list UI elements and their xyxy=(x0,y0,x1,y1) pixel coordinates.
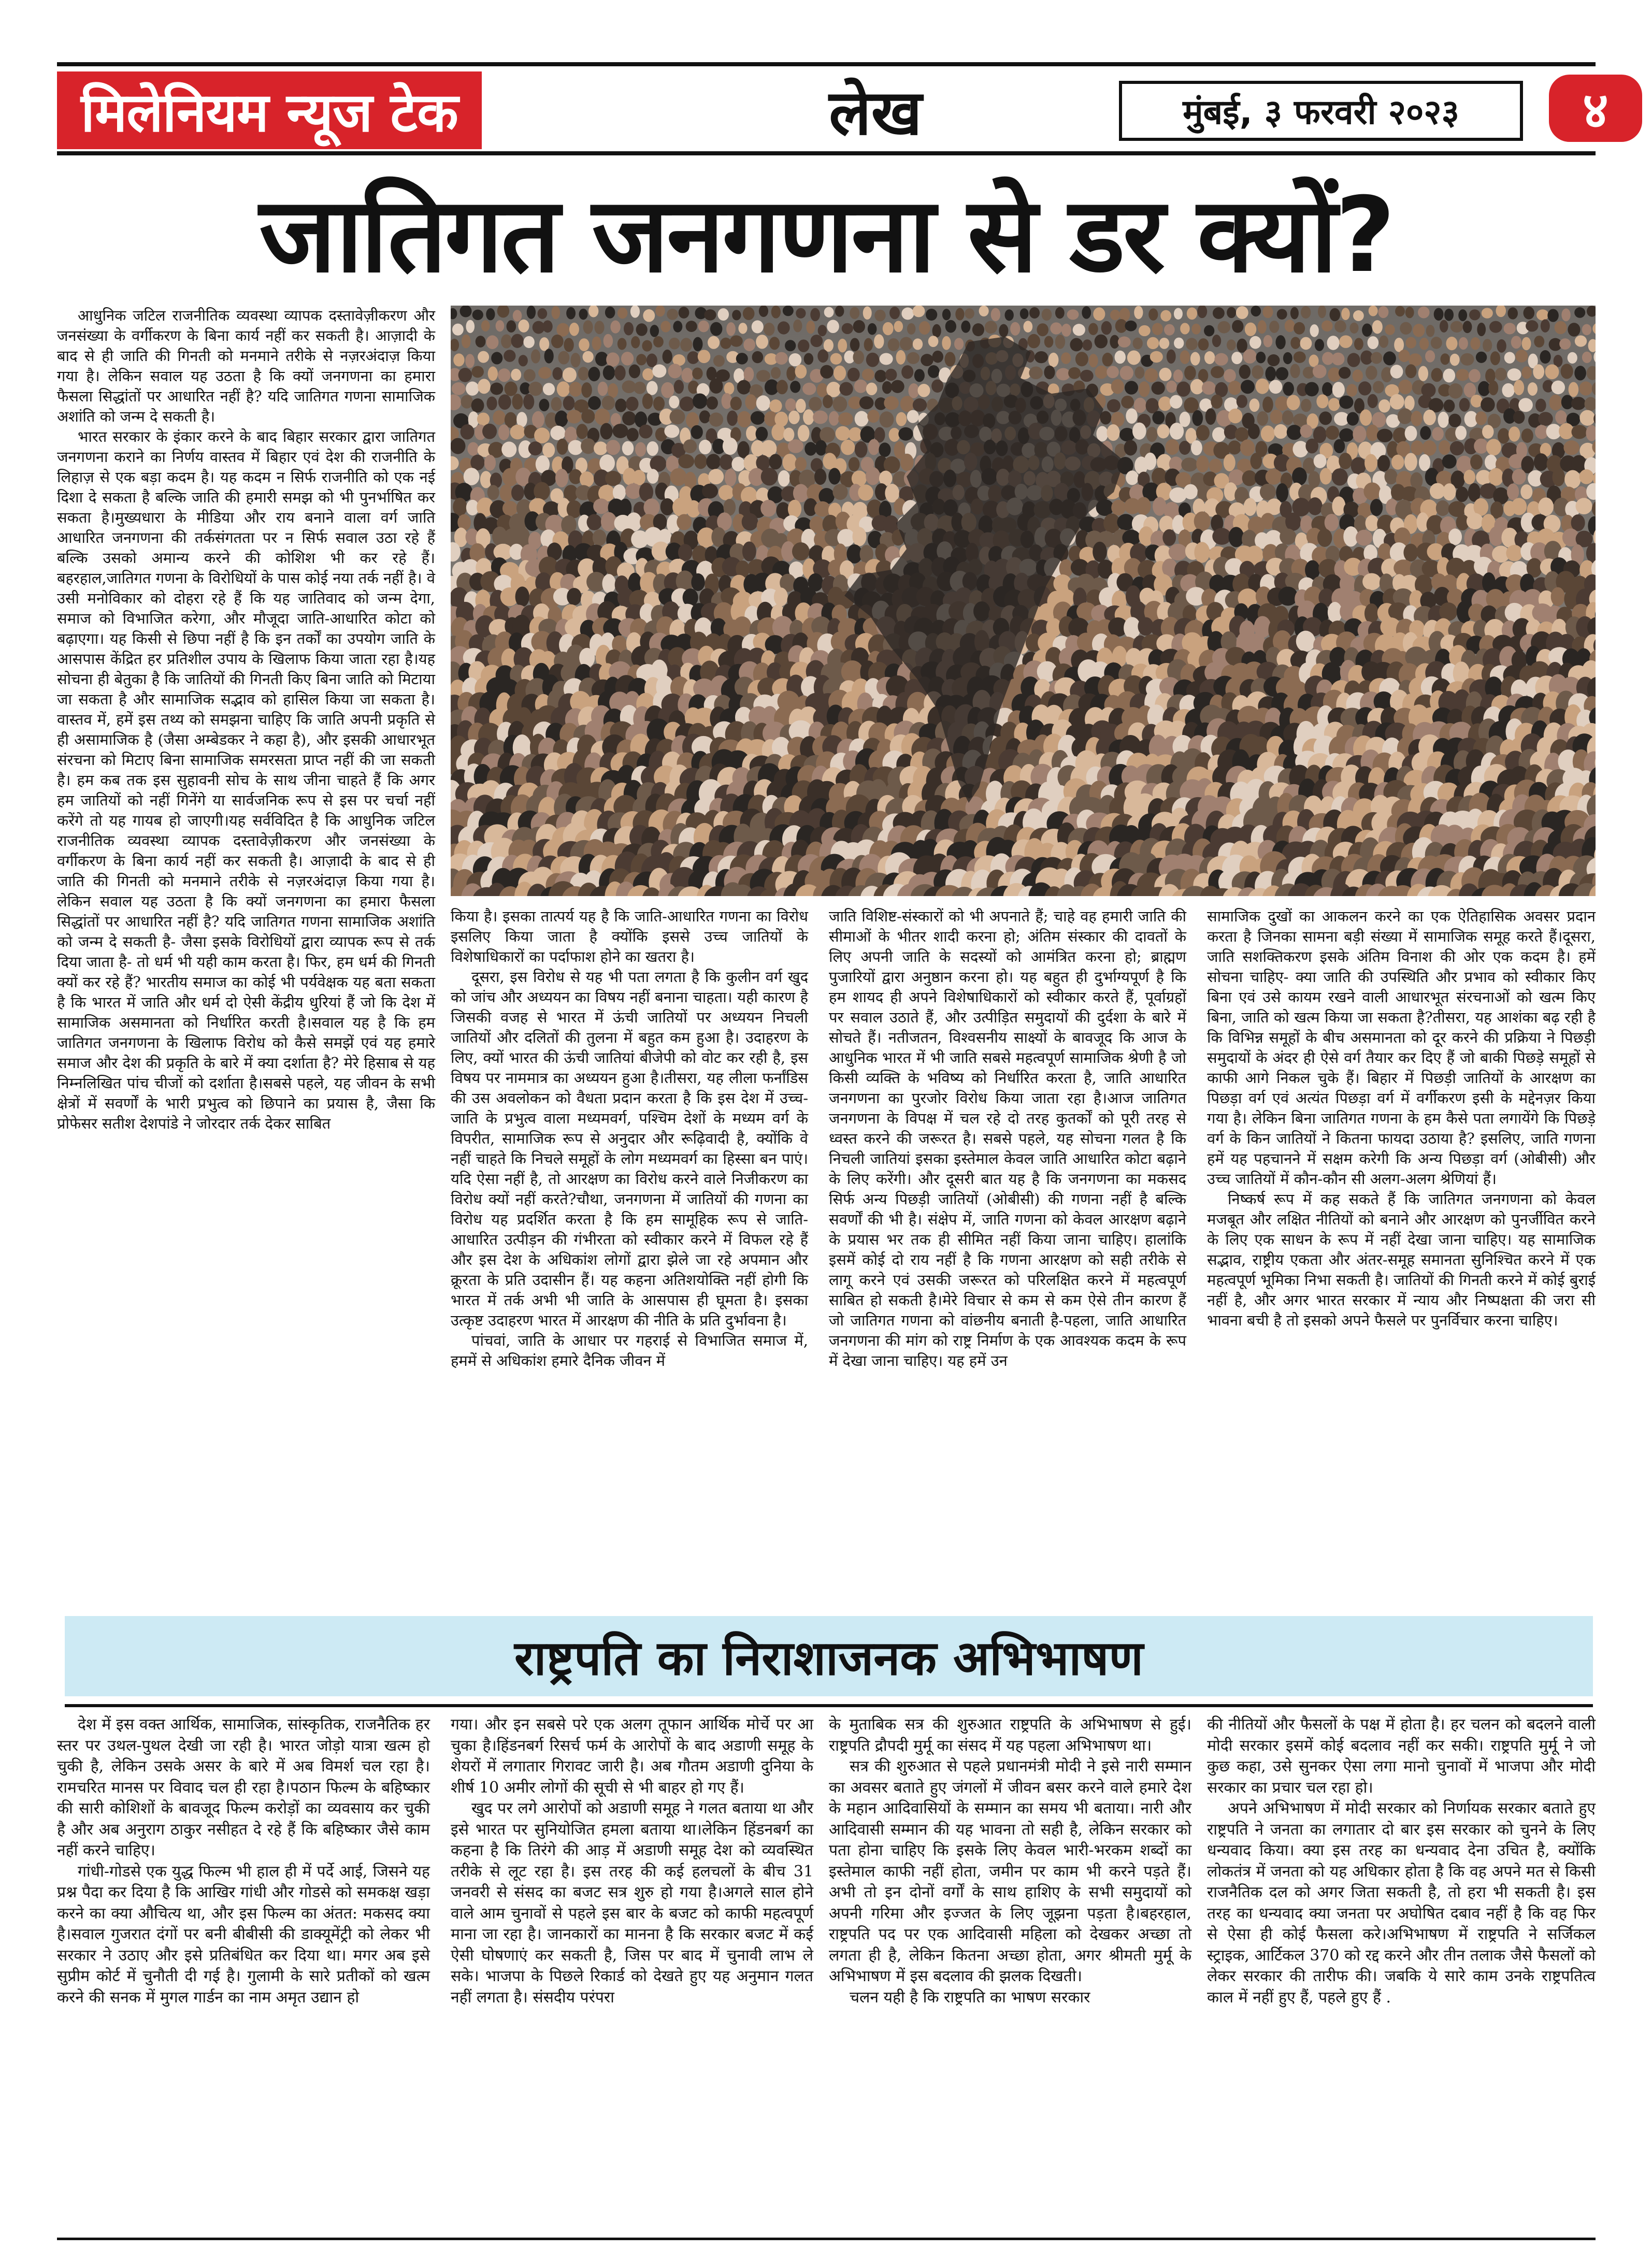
paragraph: किया है। इसका तात्पर्य यह है कि जाति-आधारित गणना का विरोध इसलिए किया जाता है क्योंकि इससे उच्च जातियों के विशेषाधिकारों का पर्दाफाश होने का खतरा है। xyxy=(451,907,808,965)
masthead xyxy=(57,62,1608,155)
footer-rule xyxy=(57,2238,1596,2240)
paragraph: जाति विशिष्ट-संस्कारों को भी अपनाते हैं; चाहे वह हमारी जाति की सीमाओं के भीतर शादी करना हो; अंतिम संस्कार की दावतों के लिए अपनी जाति के सदस्यों को आमंत्रित करना हो; ब्राह्मण पुजारियों द्वारा अनुष्ठान करना हो। यह बहुत ही दुर्भाग्यपूर्ण है कि हम शायद ही अपने विशेषाधिकारों को स्वीकार करते हैं, पूर्वाग्रहों पर सवाल उठाते हैं, और उत्पीड़ित समुदायों की दुर्दशा के बारे में सोचते हैं। नतीजतन, विश्वसनीय साक्ष्यों के बावजूद कि आज के आधुनिक भारत में भी जाति सबसे महत्वपूर्ण सामाजिक श्रेणी है जो किसी व्यक्ति के भविष्य को निर्धारित करता है, जाति आधारित जनगणना का पुरजोर विरोध किया जाता रहा है।आज जातिगत जनगणना के विपक्ष में चल रहे दो तरह कुतर्कों को पूरी तरह से ध्वस्त करने की जरूरत है। सबसे पहले, यह सोचना गलत है कि निचली जातियां इसका इस्तेमाल केवल जाति आधारित कोटा बढ़ाने के लिए करेंगी। और दूसरी बात यह है कि जनगणना का मकसद सिर्फ अन्य पिछड़ी जातियों (ओबीसी) की गणना नहीं है बल्कि सवर्णों की भी है। संक्षेप में, जाति गणना को केवल आरक्षण बढ़ाने के प्रयास भर तक ही सीमित नहीं किया जाना चाहिए। हालांकि इसमें कोई दो राय नहीं है कि गणना आरक्षण को सही तरीके से लागू करने एवं उसकी जरूरत को परिलक्षित करने में महत्वपूर्ण साबित हो सकती है।मेरे विचार से कम से कम ऐसे तीन कारण हैं जो जातिगत गणना को वांछनीय बनाती है-पहला, जाति आधारित जनगणना की मांग को राष्ट्र निर्माण के एक आवश्यक कदम के रूप में देखा जाना चाहिए। यह हमें उन xyxy=(829,907,1186,1369)
paragraph: निष्कर्ष रूप में कह सकते हैं कि जातिगत जनगणना को केवल मजबूत और लक्षित नीतियों को बनाने और आरक्षण को पुनर्जीवित करने के लिए एक साधन के रूप में नहीं देखा जाना चाहिए। यह सामाजिक सद्भाव, राष्ट्रीय एकता और अंतर-समूह समानता सुनिश्चित करने में एक महत्वपूर्ण भूमिका निभा सकती है। जातियों की गिनती करने में कोई बुराई नहीं है, और अगर भारत सरकार में न्याय और निष्पक्षता की जरा सी भावना बची है तो इसको अपने फैसले पर पुनर्विचार करना चाहिए। xyxy=(1207,1190,1596,1329)
article-column-3 xyxy=(829,906,1186,1580)
article-column-2 xyxy=(451,906,808,1580)
page-number: ४ xyxy=(1549,75,1642,142)
article2-headline: राष्ट्रपति का निराशाजनक अभिभाषण xyxy=(514,1631,1143,1686)
paragraph: के मुताबिक सत्र की शुरुआत राष्ट्रपति के अभिभाषण से हुई। राष्ट्रपति द्रौपदी मुर्मू का संसद में यह पहला अभिभाषण था। xyxy=(829,1715,1191,1755)
section-banner xyxy=(65,1616,1593,1696)
paragraph: की नीतियों और फैसलों के पक्ष में होता है। हर चलन को बदलने वाली मोदी सरकार इसमें कोई बदलाव नहीं कर सकी। राष्ट्रपति मुर्मू ने जो कुछ कहा, उसे सुनकर ऐसा लगा मानो चुनावों में भाजपा और मोदी सरकार का प्रचार चल रहा हो। xyxy=(1207,1715,1596,1797)
article-column-4 xyxy=(1207,906,1596,1580)
crowd-with-india-map-silhouette-image xyxy=(451,306,1596,896)
article2-column-3 xyxy=(829,1714,1191,2227)
crowd-photo-illustration xyxy=(451,306,1596,896)
article2-column-1 xyxy=(57,1714,430,2227)
divider xyxy=(65,1704,1593,1707)
article2-column-2 xyxy=(451,1714,813,2227)
paragraph: दूसरा, इस विरोध से यह भी पता लगता है कि कुलीन वर्ग खुद को जांच और अध्ययन का विषय नहीं बनाना चाहता। यही कारण है जिसकी वजह से भारत में ऊंची जातियों पर अध्ययन निचली जातियों और दलितों की तुलना में बहुत कम हुआ है। उदाहरण के लिए, क्यों भारत की ऊंची जातियां बीजेपी को वोट कर रही है, इस विषय पर नाममात्र का अध्ययन हुआ है।तीसरा, यह लीला फर्नांडिस की उस अवलोकन को वैधता प्रदान करता है कि इस देश में उच्च-जाति के प्रभुत्व वाला मध्यमवर्ग, पश्चिम देशों के मध्यम वर्ग के विपरीत, सामाजिक रूप से अनुदार और रूढ़िवादी है, क्योंकि वे नहीं चाहते कि निचले समूहों के लोग मध्यमवर्ग का हिस्सा बन पाएं। यदि ऐसा नहीं है, तो आरक्षण का विरोध करने वाले निजीकरण का विरोध क्यों नहीं करते?चौथा, जनगणना में जातियों की गणना का विरोध यह प्रदर्शित करता है कि हम सामूहिक रूप से जाति-आधारित उत्पीड़न की गंभीरता को स्वीकार करने में विफल रहे हैं और इस देश के अधिकांश लोगों द्वारा झेले जा रहे अपमान और क्रूरता के प्रति उदासीन हैं। यह कहना अतिशयोक्ति नहीं होगी कि भारत में तर्क अभी भी जाति के आसपास ही घूमता है। इसका उत्कृष्ट उदाहरण भारत में आरक्षण की नीति के प्रति दुर्भावना है। xyxy=(451,968,808,1329)
article2-column-4 xyxy=(1207,1714,1596,2227)
article-headline: जातिगत जनगणना से डर क्यों? xyxy=(259,175,1394,296)
section-label: लेख xyxy=(829,77,922,149)
paragraph: अपने अभिभाषण में मोदी सरकार को निर्णायक सरकार बताते हुए राष्ट्रपति ने जनता का लगातार दो बार इस सरकार को चुनने के लिए धन्यवाद किया। क्या इस तरह का धन्यवाद देना उचित है, क्योंकि लोकतंत्र में जनता को यह अधिकार होता है कि वह अपने मत से किसी राजनैतिक दल को अगर जिता सकती है, तो हरा भी सकती है। इस तरह का धन्यवाद क्या जनता पर अघोषित दबाव नहीं है कि वह फिर से ऐसा ही कोई फैसला करे।अभिभाषण में राष्ट्रपति ने सर्जिकल स्ट्राइक, आर्टिकल 370 को रद्द करने और तीन तलाक जैसे फैसलों को लेकर सरकार की तारीफ की। जबकि ये सारे काम उनके राष्ट्रपतित्व काल में नहीं हुए हैं, पहले हुए हैं . xyxy=(1207,1799,1596,2007)
paragraph: सामाजिक दुखों का आकलन करने का एक ऐतिहासिक अवसर प्रदान करता है जिनका सामना बड़ी संख्या में सामाजिक समूह करते हैं।दूसरा, जाति सशक्तिकरण इसके अंतिम विनाश की ओर एक कदम है। हमें सोचना चाहिए- क्या जाति की उपस्थिति और प्रभाव को स्वीकार किए बिना एवं उसे कायम रखने वाली आधारभूत संरचनाओं को खत्म किए बिना, जाति को खत्म किया जा सकता है?तीसरा, यह आशंका बढ़ रही है कि विभिन्न समूहों के बीच असमानता को दूर करने की प्रक्रिया ने पिछड़ी समुदायों के अंदर ही ऐसे वर्ग तैयार कर दिए हैं जो बाकी पिछड़े समूहों से काफी आगे निकल चुके हैं। बिहार में पिछड़ी जातियों के आरक्षण का पिछड़ा वर्ग एवं अत्यंत पिछड़ा वर्ग में वर्गीकरण इसी के मद्देनज़र किया गया है। लेकिन बिना जातिगत गणना के हम कैसे पता लगायेंगे कि पिछड़े वर्ग के किन जातियों ने कितना फायदा उठाया है? इसलिए, जाति गणना हमें यह पहचानने में सक्षम करेगी कि अन्य पिछड़ा वर्ग (ओबीसी) और उच्च जातियों में कौन-कौन सी अलग-अलग श्रेणियां हैं। xyxy=(1207,907,1596,1188)
paragraph: सत्र की शुरुआत से पहले प्रधानमंत्री मोदी ने इसे नारी सम्मान का अवसर बताते हुए जंगलों में जीवन बसर करने वाले हमारे देश के महान आदिवासियों के सम्मान का समय भी बताया। नारी और आदिवासी सम्मान की यह भावना तो सही है, लेकिन सरकार को पता होना चाहिए कि इसके लिए केवल भारी-भरकम शब्दों का इस्तेमाल काफी नहीं होता, जमीन पर काम भी करने पड़ते हैं। अभी तो इन दोनों वर्गों के साथ हाशिए के सभी समुदायों को अपनी गरिमा और इज्जत के लिए जूझना पड़ता है।बहरहाल, राष्ट्रपति पद पर एक आदिवासी महिला को देखकर अच्छा तो लगता ही है, लेकिन कितना अच्छा होता, अगर श्रीमती मुर्मू के अभिभाषण में इस बदलाव की झलक दिखती। xyxy=(829,1757,1191,1985)
newspaper-brand: मिलेनियम न्यूज टेक xyxy=(57,71,482,149)
dateline: मुंबई, ३ फरवरी २०२३ xyxy=(1119,81,1523,141)
paragraph: खुद पर लगे आरोपों को अडाणी समूह ने गलत बताया था और इसे भारत पर सुनियोजित हमला बताया था।लेकिन हिंडनबर्ग का कहना है कि तिरंगे की आड़ में अडाणी समूह देश को व्यवस्थित तरीके से लूट रहा है। इस तरह की कई हलचलों के बीच 31 जनवरी से संसद का बजट सत्र शुरु हो गया है।अगले साल होने वाले आम चुनावों से पहले इस बार के बजट को काफी महत्वपूर्ण माना जा रहा है। जानकारों का मानना है कि सरकार बजट में कई ऐसी घोषणाएं कर सकती है, जिस पर बाद में चुनावी लाभ ले सके। भाजपा के पिछले रिकार्ड को देखते हुए यह अनुमान गलत नहीं लगता है। संसदीय परंपरा xyxy=(451,1799,813,2007)
paragraph: गया। और इन सबसे परे एक अलग तूफान आर्थिक मोर्चे पर आ चुका है।हिंडनबर्ग रिसर्च फर्म के आरोपों के बाद अडाणी समूह के शेयरों में लगातार गिरावट जारी है। अब गौतम अडाणी दुनिया के शीर्ष 10 अमीर लोगों की सूची से भी बाहर हो गए हैं। xyxy=(451,1715,813,1797)
paragraph: गांधी-गोडसे एक युद्ध फिल्म भी हाल ही में पर्दे आई, जिसने यह प्रश्न पैदा कर दिया है कि आखिर गांधी और गोडसे को समकक्ष खड़ा करने का क्या औचित्य था, और इस फिल्म का अंतत: मकसद क्या है।सवाल गुजरात दंगों पर बनी बीबीसी की डाक्यूमेंट्री को लेकर भी सरकार ने उठाए और इसे प्रतिबंधित कर दिया था। मगर अब इसे सुप्रीम कोर्ट में चुनौती दी गई है। गुलामी के सारे प्रतीकों को खत्म करने की सनक में मुगल गार्डन का नाम अमृत उद्यान हो xyxy=(57,1862,430,2007)
paragraph: आधुनिक जटिल राजनीतिक व्यवस्था व्यापक दस्तावेज़ीकरण और जनसंख्या के वर्गीकरण के बिना कार्य नहीं कर सकती है। आज़ादी के बाद से ही जाति की गिनती को मनमाने तरीके से नज़रअंदाज़ किया गया है। लेकिन सवाल यह उठता है कि क्यों जनगणना का हमारा फैसला सिद्धांतों पर आधारित नहीं है? यदि जातिगत गणना सामाजिक अशांति को जन्म दे सकती है। xyxy=(57,307,435,425)
paragraph: भारत सरकार के इंकार करने के बाद बिहार सरकार द्वारा जातिगत जनगणना कराने का निर्णय वास्तव में बिहार एवं देश की राजनीति के लिहाज़ से एक बड़ा कदम है। यह कदम न सिर्फ राजनीति को एक नई दिशा दे सकता है बल्कि जाति की हमारी समझ को भी पुनर्भाषित कर सकता है।मुख्यधारा के मीडिया और राय बनाने वाला वर्ग जाति आधारित जनगणना की तर्कसंगतता पर न सिर्फ सवाल उठा रहे हैं बल्कि उसको अमान्य करने की कोशिश भी कर रहे हैं। बहरहाल,जातिगत गणना के विरोधियों के पास कोई नया तर्क नहीं है। वे उसी मनोविकार को दोहरा रहे हैं कि यह जातिवाद को जन्म देगा, समाज को विभाजित करेगा, और मौजूदा जाति-आधारित कोटा को बढ़ाएगा। यह किसी से छिपा नहीं है कि इन तर्कों का उपयोग जाति के आसपास केंद्रित हर प्रतिशील उपाय के खिलाफ किया जाता रहा है।यह सोचना ही बेतुका है कि जातियों की गिनती किए बिना जाति को मिटाया जा सकता है और सामाजिक सद्भाव को हासिल किया जा सकता है। वास्तव में, हमें इस तथ्य को समझना चाहिए कि जाति अपनी प्रकृति से ही असामाजिक है (जैसा अम्बेडकर ने कहा है), और इसकी आधारभूत संरचना को मिटाए बिना सामाजिक समरसता प्राप्त नहीं की जा सकती है। हम कब तक इस सुहावनी सोच के साथ जीना चाहते हैं कि अगर हम जातियों को नहीं गिनेंगे या सार्वजनिक रूप से इस पर चर्चा नहीं करेंगे तो यह गायब हो जाएगी।यह सर्वविदित है कि आधुनिक जटिल राजनीतिक व्यवस्था व्यापक दस्तावेज़ीकरण और जनसंख्या के वर्गीकरण के बिना कार्य नहीं कर सकती है। आज़ादी के बाद से ही जाति की गिनती को मनमाने तरीके से नज़रअंदाज़ किया गया है। लेकिन सवाल यह उठता है कि क्यों जनगणना का हमारा फैसला सिद्धांतों पर आधारित नहीं है? यदि जातिगत गणना सामाजिक अशांति को जन्म दे सकती है- जैसा इसके विरोधियों द्वारा व्यापक रूप से तर्क दिया जाता है- तो धर्म भी यही काम करता है। फिर, हम धर्म की गिनती क्यों कर रहे हैं? भारतीय समाज का कोई भी पर्यवेक्षक यह बता सकता है कि भारत में जाति और धर्म दो ऐसी केंद्रीय धुरियां हैं जो कि देश में सामाजिक असमानता को निर्धारित करती है।सवाल यह है कि हम जातिगत जनगणना के खिलाफ विरोध को कैसे समझें एवं यह हमारे समाज और देश की प्रकृति के बारे में क्या दर्शाता है? मेरे हिसाब से यह निम्नलिखित पांच चीजों को दर्शाता है।सबसे पहले, यह जीवन के सभी क्षेत्रों में सवर्णों के भारी प्रभुत्व को छिपाने का प्रयास है, जैसा कि प्रोफेसर सतीश देशपांडे ने जोरदार तर्क देकर साबित xyxy=(57,428,435,1132)
article-column-1 xyxy=(57,306,435,1585)
paragraph: पांचवां, जाति के आधार पर गहराई से विभाजित समाज में, हममें से अधिकांश हमारे दैनिक जीवन में xyxy=(451,1332,808,1369)
paragraph: देश में इस वक्त आर्थिक, सामाजिक, सांस्कृतिक, राजनैतिक हर स्तर पर उथल-पुथल देखी जा रही है। भारत जोड़ो यात्रा खत्म हो चुकी है, लेकिन उसके असर के बारे में अब विमर्श चल रहा है। रामचरित मानस पर विवाद चल ही रहा है।पठान फिल्म के बहिष्कार की सारी कोशिशों के बावजूद फिल्म करोड़ों का व्यवसाय कर चुकी है और अब अनुराग ठाकुर नसीहत दे रहे हैं कि बहिष्कार जैसे काम नहीं करने चाहिए। xyxy=(57,1715,430,1859)
paragraph: चलन यही है कि राष्ट्रपति का भाषण सरकार xyxy=(850,1988,1090,2007)
